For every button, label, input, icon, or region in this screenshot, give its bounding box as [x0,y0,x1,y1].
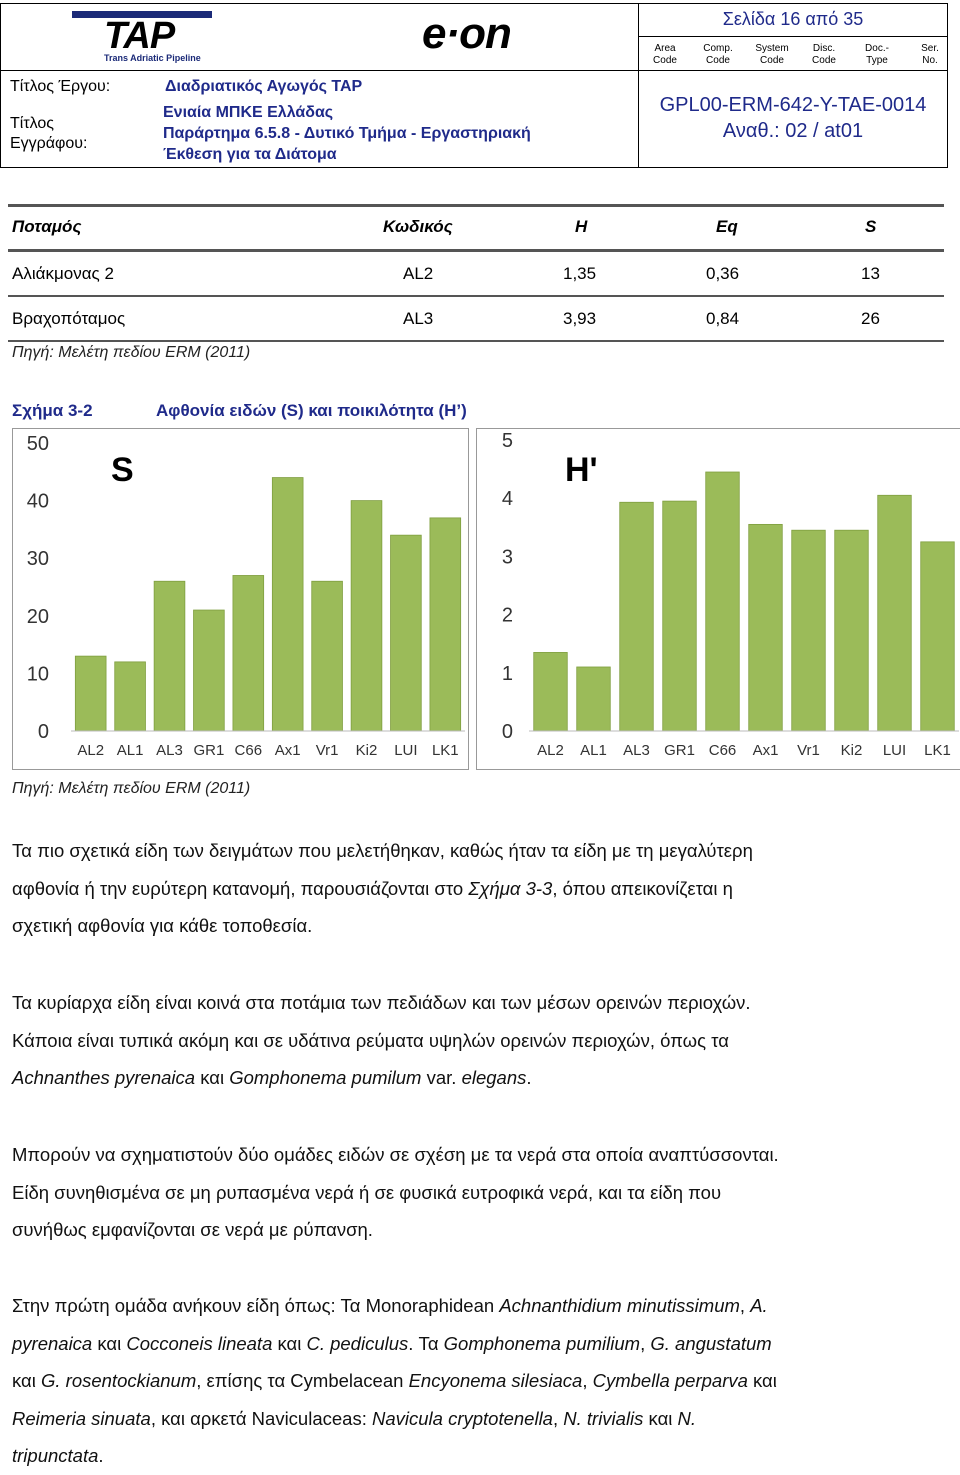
species-name: A. [750,1295,768,1316]
y-tick-label: 4 [501,488,513,511]
bar [233,575,264,731]
x-tick-label: LK1 [924,742,951,759]
x-tick-label: AL2 [537,742,564,759]
table-bottom-rule [8,340,944,342]
table-cell-s: 13 [861,264,880,283]
table-cell-h: 1,35 [563,264,597,283]
y-tick-label: 3 [501,546,513,569]
paragraph-3 [12,1136,938,1249]
text-run: , [582,1370,593,1391]
header-page-border [638,36,948,37]
x-tick-label: AL3 [623,742,650,759]
table-cell-code: AL2 [403,264,434,283]
species-name: Cocconeis lineata [126,1332,273,1354]
text-run: . [526,1067,532,1088]
species-name: G. rosentockianum [40,1370,197,1391]
species-name: G. angustatum [650,1332,772,1354]
paragraph-line: Τα κυρίαρχα είδη είναι κοινά στα ποτάμια των πεδιάδων και των μέσων ορεινών περιοχών. [12,992,751,1013]
bar [921,542,955,731]
paragraph-2 [12,984,938,1097]
bar [534,652,568,731]
chart-title: H' [565,451,598,489]
paragraph-line [12,870,938,908]
paragraph-line: Είδη συνηθισμένα σε μη ρυπασμένα νερά ή σε φυσικά ευτροφικά νερά, και τα είδη που [12,1181,722,1203]
doc-title-line-3: Έκθεση για τα Διάτομα [163,146,337,163]
y-tick-label: 10 [26,663,49,686]
paragraph-line [12,1059,938,1097]
x-tick-label: Ki2 [355,742,378,759]
doc-title-line-1: Ενιαία ΜΠΚΕ Ελλάδας [163,104,334,121]
header-right-border [947,3,948,168]
y-tick-label: 30 [26,548,49,571]
bar [75,656,106,731]
bar [792,530,826,731]
y-tick-label: 2 [501,604,513,627]
x-tick-label: AL1 [580,742,607,759]
header-left-border [0,3,1,168]
text-run: και [643,1407,678,1429]
bar [115,662,146,731]
y-tick-label: 5 [501,430,513,452]
paragraph-line: Κάποια είναι τυπικά ακόμη και σε υδάτινα ρεύματα υψηλών ορεινών περιοχών, όπως τα [12,1029,729,1051]
chart-species-richness [12,428,469,770]
table-header-s: S [865,217,877,236]
text-run: , και αρκετά Naviculaceas: [150,1407,372,1429]
species-name: C. pediculus [306,1332,409,1354]
doc-title-line-2: Παράρτημα 6.5.8 - Δυτικό Τμήμα - Εργαστηριακή [163,125,531,142]
doc-title-label-1: Τίτλος [10,115,55,132]
y-tick-label: 0 [37,721,49,743]
y-tick-label: 40 [26,490,49,513]
project-label: Τίτλος Έργου: [10,78,111,95]
disc-code-label: Disc. Code [812,43,836,66]
text-run: . [98,1445,104,1466]
species-name: Reimeria sinuata [12,1407,151,1429]
paragraph-line [12,1400,938,1438]
text-run: , [552,1407,564,1429]
species-name: elegans [461,1067,527,1088]
y-tick-label: 1 [501,662,513,685]
species-name: Gomphonema pumilium [443,1332,641,1354]
x-tick-label: Ax1 [752,742,779,759]
doc-title-label-2: Εγγράφου: [10,135,88,152]
paragraph-line: συνήθως εμφανίζονται σε νερά με ρύπανση. [12,1219,373,1240]
bar [272,478,303,731]
ser-no-label: Ser. No. [921,43,939,66]
species-name: Achnanthes pyrenaica [12,1067,196,1088]
species-name: Navicula cryptotenella [371,1407,553,1429]
tap-logo: TAP [104,15,175,57]
species-name: Cymbella perparva [592,1370,748,1391]
text-run: και [747,1370,777,1391]
y-tick-label: 50 [26,433,49,455]
figure-number: Σχήμα 3-2 [12,401,93,420]
system-code-label: System Code [755,43,789,66]
species-name: Encyonema silesiaca [408,1370,583,1391]
paragraph-line: Μπορούν να σχηματιστούν δύο ομάδες ειδών σε σχέση με τα νερά στα οποία αναπτύσσονται. [12,1144,779,1165]
species-name: N. trivialis [563,1407,644,1429]
table-header-code: Κωδικός [383,217,453,236]
paragraph-line: σχετική αφθονία για κάθε τοποθεσία. [12,915,313,936]
text-run: . Τα [408,1332,444,1354]
text-run: Στην πρώτη ομάδα ανήκουν είδη όπως: Τα Monoraphidean [12,1295,500,1316]
y-tick-label: 20 [26,605,49,628]
species-name: pyrenaica [12,1332,93,1354]
text-run: και [92,1332,127,1354]
species-name: Gomphonema pumilum [229,1067,422,1088]
species-name: tripunctata [12,1445,99,1466]
table-header-rule [8,249,944,252]
x-tick-label: Ax1 [274,742,301,759]
paragraph-1 [12,832,938,945]
species-table [0,200,960,360]
bar [154,581,185,731]
text-run: και [12,1370,41,1391]
chart-title: S [111,451,134,489]
species-name: N. [677,1407,697,1429]
bar [430,518,461,731]
bar [577,667,611,731]
paragraph-line [12,1287,938,1325]
figure-caption: Αφθονία ειδών (S) και ποικιλότητα (H’) [156,401,467,420]
figure-reference-link[interactable]: Σχήμα 3-3 [468,877,553,899]
table-cell-s: 26 [861,309,880,328]
chart-diversity-index [476,428,960,770]
x-tick-label: GR1 [664,742,695,759]
y-tick-label: 0 [501,721,513,743]
comp-code-label: Comp. Code [703,43,733,66]
table-cell-river: Αλιάκμονας 2 [12,264,114,283]
text-run: , [640,1332,651,1354]
text-run: και [195,1067,230,1088]
bar [835,530,869,731]
table-row-rule [8,295,944,297]
text-run: , [739,1295,751,1316]
x-tick-label: AL3 [156,742,183,759]
table-top-rule [8,204,944,207]
x-tick-label: LUI [394,742,418,759]
x-tick-label: C66 [234,742,263,759]
figure-source: Πηγή: Μελέτη πεδίου ERM (2011) [12,780,251,797]
header-middle-border [0,70,948,71]
table-header-h: H [575,217,588,236]
x-tick-label: LK1 [431,742,459,759]
revision: Αναθ.: 02 / at01 [722,120,864,142]
table-cell-code: AL3 [403,309,434,328]
eon-logo: e·on [422,9,511,58]
doc-code: GPL00-ERM-642-Y-TAE-0014 [659,94,927,116]
paragraph-4 [12,1287,938,1475]
x-tick-label: GR1 [193,742,225,759]
paragraph-line [12,1362,938,1400]
text-run: var. [421,1067,462,1088]
bar [706,472,740,731]
page-number: Σελίδα 16 από 35 [722,9,864,29]
text-run: , επίσης τα Cymbelacean [196,1370,409,1391]
header-top-border [0,3,948,4]
text-run: , όπου απεικονίζεται η [552,877,733,899]
x-tick-label: Vr1 [315,742,339,759]
x-tick-label: AL2 [77,742,105,759]
doc-type-label: Doc.- Type [865,43,889,66]
bar [663,501,697,731]
table-cell-eq: 0,36 [706,264,740,283]
text-run: αφθονία ή την ευρύτερη κατανομή, παρουσιάζονται στο [12,877,469,899]
bar [620,502,654,731]
x-tick-label: Ki2 [840,742,863,759]
text-run: και [272,1332,307,1354]
paragraph-line [12,1437,938,1475]
table-source: Πηγή: Μελέτη πεδίου ERM (2011) [12,344,251,361]
bar [351,501,382,731]
bar [312,581,343,731]
project-value: Διαδριατικός Αγωγός TAP [165,78,363,95]
table-cell-river: Βραχοπόταμος [12,309,126,328]
paragraph-line [12,1325,938,1363]
header-bottom-border [0,167,948,168]
bar [749,524,783,731]
area-code-label: Area Code [653,43,677,66]
x-tick-label: C66 [708,742,737,759]
table-cell-h: 3,93 [563,309,597,328]
species-name: Achnanthidium minutissimum [499,1295,740,1316]
table-header-eq: Eq [716,217,738,236]
table-cell-eq: 0,84 [706,309,740,328]
x-tick-label: LUI [882,742,907,759]
tap-logo-subtitle: Trans Adriatic Pipeline [104,53,201,63]
table-header-river: Ποταμός [12,217,82,236]
x-tick-label: AL1 [116,742,144,759]
bar [194,610,225,731]
paragraph-line: Τα πιο σχετικά είδη των δειγμάτων που μελετήθηκαν, καθώς ήταν τα είδη με τη μεγαλύτερη [12,840,753,861]
x-tick-label: Vr1 [797,742,820,759]
bar [878,495,912,731]
document-header [0,0,960,168]
bar [391,535,422,731]
